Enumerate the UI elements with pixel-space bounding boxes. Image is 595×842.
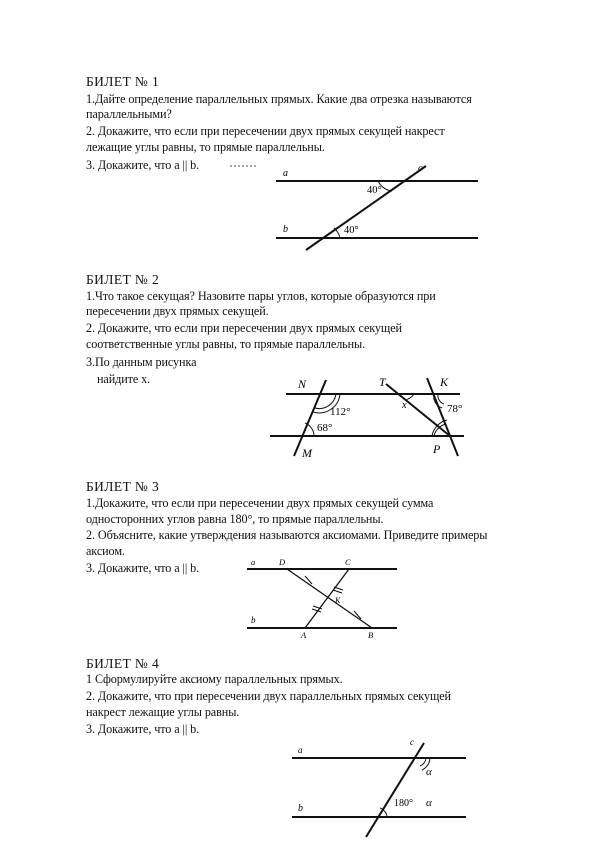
ticket-3-label-a: a <box>251 557 256 567</box>
ticket-1-q2-line2: лежащие углы равны, то прямые параллельны. <box>86 140 325 154</box>
ticket-2-angle-78: 78° <box>447 403 463 415</box>
ticket-4-angle-180: 180° <box>394 798 413 809</box>
ticket-3-q1-line1: 1.Докажите, что если при пересечении двух прямых секущей сумма <box>86 496 434 510</box>
ticket-2-label-N: N <box>298 377 307 391</box>
ticket-2-angle-112: 112° <box>330 406 351 418</box>
ticket-4-q2-line1: 2. Докажите, что при пересечении двух параллельных прямых секущей <box>86 689 451 703</box>
ticket-1-q3: 3. Докажите, что а || b. <box>86 158 200 172</box>
ticket-4-title: БИЛЕТ № 4 <box>86 656 160 671</box>
ticket-1-angle-top: 40° <box>367 185 382 196</box>
ticket-2-label-K: K <box>440 375 449 389</box>
ticket-3-label-b: b <box>251 615 256 625</box>
ticket-3-q2-line2: аксиом. <box>86 544 125 558</box>
ticket-1-angle-bottom: 40° <box>344 225 359 236</box>
ticket-1-title: БИЛЕТ № 1 <box>86 74 160 89</box>
ticket-2-label-M: M <box>302 446 312 460</box>
ticket-3-q2-line1: 2. Объясните, какие утверждения называются аксиомами. Приведите примеры <box>86 528 488 542</box>
ticket-4-alpha-bottom: α <box>426 797 432 809</box>
ticket-3-label-C: C <box>345 557 351 567</box>
ticket-3-q3: 3. Докажите, что а || b. <box>86 561 200 575</box>
ticket-2-q3-line2: найдите х. <box>97 372 151 386</box>
ticket-2-q1-line2: пересечении двух прямых секущей. <box>86 304 269 318</box>
ticket-1-label-a: a <box>283 168 288 179</box>
ticket-2-title: БИЛЕТ № 2 <box>86 272 160 287</box>
ticket-4-label-a: a <box>298 745 303 755</box>
ticket-4-label-b: b <box>298 803 303 814</box>
ticket-4-label-c: c <box>410 737 414 747</box>
ticket-3-label-B: B <box>368 630 374 640</box>
ticket-2-angle-68: 68° <box>317 422 333 434</box>
ticket-1-label-c: c <box>418 163 423 174</box>
ticket-4-alpha-top: α <box>426 766 432 778</box>
ticket-3-label-A: A <box>301 630 307 640</box>
ticket-2-label-x: x <box>402 400 407 411</box>
ticket-4-q3: 3. Докажите, что а || b. <box>86 722 200 736</box>
ticket-1-q1-line1: 1.Дайте определение параллельных прямых. Какие два отрезка называются <box>86 92 472 106</box>
ticket-3-label-K: K <box>335 596 341 605</box>
ticket-1-q2-line1: 2. Докажите, что если при пересечении двух прямых секущей накрест <box>86 124 445 138</box>
ticket-4-arc-top-1 <box>420 758 426 766</box>
ticket-4-q1: 1 Сформулируйте аксиому параллельных прямых. <box>86 672 343 686</box>
ticket-3-label-D: D <box>279 557 286 567</box>
ticket-2-q1-line1: 1.Что такое секущая? Назовите пары углов, которые образуются при <box>86 289 436 303</box>
ticket-2-label-P: P <box>433 442 441 456</box>
ticket-1-q1-line2: параллельными? <box>86 107 172 121</box>
ticket-2-q2-line1: 2. Докажите, что если при пересечении двух прямых секущей <box>86 321 402 335</box>
ticket-3-q1-line2: односторонних углов равна 180°, то прямые параллельны. <box>86 512 384 526</box>
ticket-4-q2-line2: накрест лежащие углы равны. <box>86 705 240 719</box>
ticket-3-title: БИЛЕТ № 3 <box>86 479 160 494</box>
ticket-2-q2-line2: соответственные углы равны, то прямые параллельны. <box>86 337 366 351</box>
ticket-2-label-T: T <box>379 375 386 389</box>
ticket-2-q3-line1: 3.По данным рисунка <box>86 355 197 369</box>
ticket-1-label-b: b <box>283 224 288 235</box>
